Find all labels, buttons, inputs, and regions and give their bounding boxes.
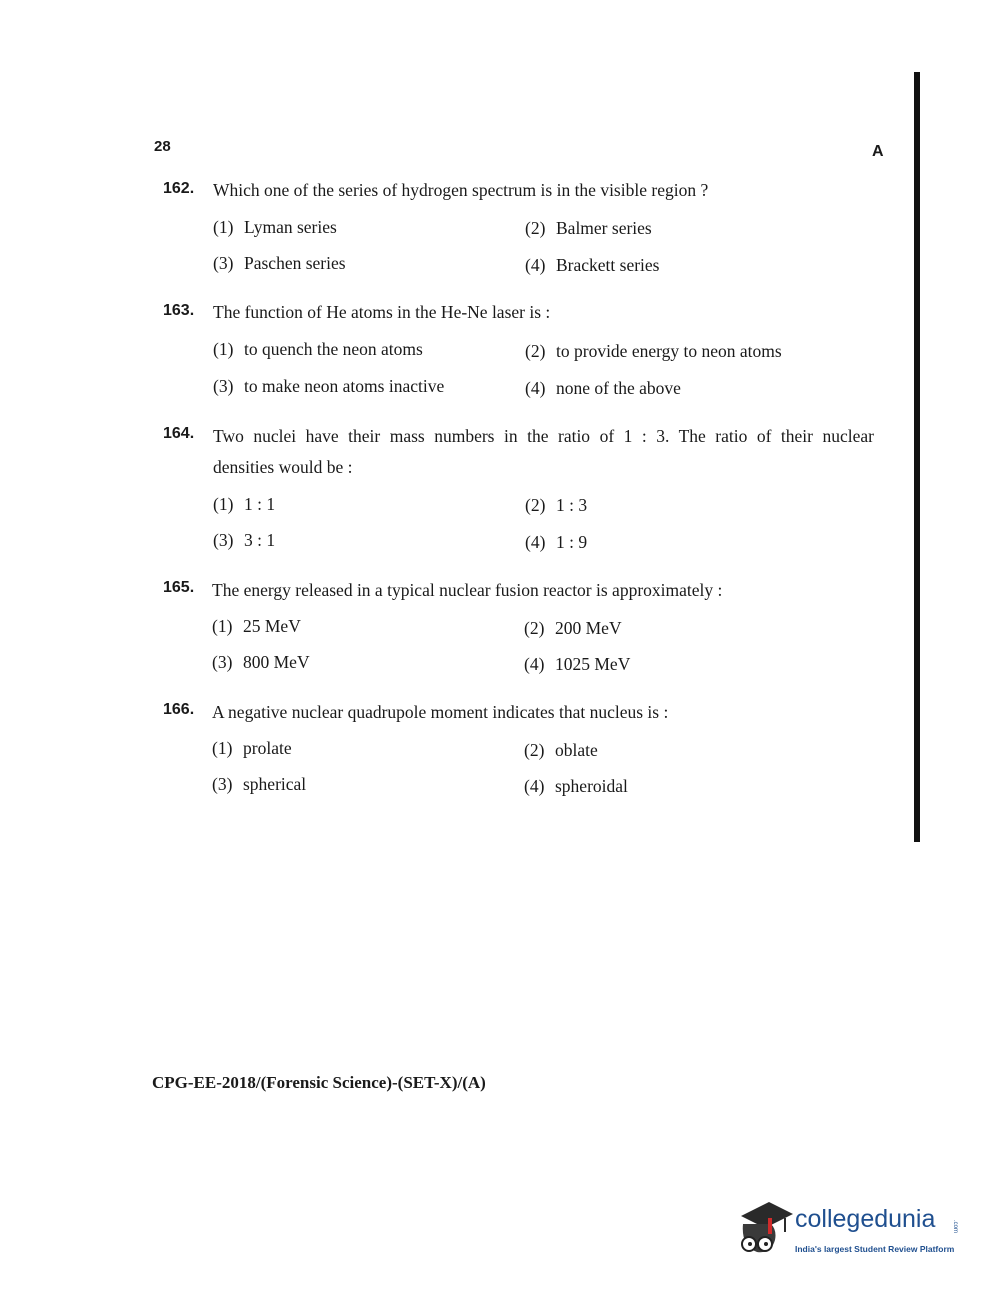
option-number: (3) (213, 376, 234, 396)
option-164-1 (213, 494, 275, 515)
option-text: 1 : 9 (556, 532, 588, 552)
option-number: (2) (525, 341, 546, 361)
option-162-4 (525, 255, 660, 276)
option-163-4 (525, 378, 681, 399)
question-number-164: 164. (163, 425, 195, 442)
option-162-2 (525, 218, 652, 239)
option-text: 3 : 1 (244, 530, 276, 550)
option-text: to quench the neon atoms (244, 339, 423, 359)
option-text: 1 : 1 (244, 494, 276, 514)
option-number: (1) (213, 494, 234, 514)
page-number: 28 (154, 138, 171, 155)
option-number: (4) (525, 255, 546, 275)
option-text: to make neon atoms inactive (244, 376, 445, 396)
question-number-166: 166. (163, 701, 195, 718)
option-163-3 (213, 376, 444, 397)
option-number: (4) (524, 776, 545, 796)
option-text: prolate (243, 738, 292, 758)
option-text: Balmer series (556, 218, 652, 238)
scan-margin-bar (914, 72, 920, 842)
option-165-1 (212, 616, 301, 637)
option-number: (2) (524, 618, 545, 638)
option-text: 1025 MeV (555, 654, 631, 674)
option-text: spheroidal (555, 776, 628, 796)
option-text: Lyman series (244, 217, 337, 237)
mascot-icon (735, 1196, 795, 1262)
option-text: Brackett series (556, 255, 660, 275)
question-text-163: The function of He atoms in the He-Ne laser is : (213, 302, 551, 322)
option-166-3 (212, 774, 306, 795)
set-code: A (872, 143, 884, 160)
option-text: 25 MeV (243, 616, 301, 636)
option-text: to provide energy to neon atoms (556, 341, 782, 361)
question-text-162: Which one of the series of hydrogen spectrum is in the visible region ? (213, 180, 709, 200)
option-166-2 (524, 740, 598, 761)
option-166-1 (212, 738, 292, 759)
option-text: oblate (555, 740, 598, 760)
question-number-165: 165. (163, 579, 195, 596)
paper-code-footer: CPG-EE-2018/(Forensic Science)-(SET-X)/(A) (152, 1073, 486, 1092)
question-text-165: The energy released in a typical nuclear fusion reactor is approximately : (212, 580, 723, 600)
brand-tagline: India's largest Student Review Platform (795, 1244, 955, 1254)
option-165-3 (212, 652, 310, 673)
question-text-166: A negative nuclear quadrupole moment indicates that nucleus is : (212, 702, 669, 722)
option-162-1 (213, 217, 337, 238)
option-number: (1) (212, 616, 233, 636)
option-number: (1) (212, 738, 233, 758)
brand-name: collegedunia (795, 1205, 936, 1233)
option-number: (2) (525, 495, 546, 515)
option-text: 1 : 3 (556, 495, 588, 515)
option-164-3 (213, 530, 275, 551)
option-number: (4) (525, 378, 546, 398)
option-text: Paschen series (244, 253, 346, 273)
option-text: spherical (243, 774, 307, 794)
option-number: (4) (524, 654, 545, 674)
option-165-4 (524, 654, 630, 675)
brand-suffix: .com (952, 1220, 958, 1234)
option-number: (2) (524, 740, 545, 760)
option-number: (1) (213, 339, 234, 359)
option-text: 800 MeV (243, 652, 310, 672)
option-number: (3) (212, 652, 233, 672)
option-163-1 (213, 339, 423, 360)
option-number: (4) (525, 532, 546, 552)
option-number: (1) (213, 217, 234, 237)
option-text: none of the above (556, 378, 681, 398)
question-text-164-line2: densities would be : (213, 457, 353, 477)
option-number: (3) (213, 530, 234, 550)
option-number: (3) (213, 253, 234, 273)
option-165-2 (524, 618, 622, 639)
option-166-4 (524, 776, 628, 797)
option-number: (2) (525, 218, 546, 238)
question-text-164: Two nuclei have their mass numbers in the ratio of 1 : 3. The ratio of their nuclear (213, 426, 874, 446)
question-number-163: 163. (163, 302, 195, 319)
option-163-2 (525, 341, 782, 362)
option-text: 200 MeV (555, 618, 622, 638)
option-164-4 (525, 532, 587, 553)
option-162-3 (213, 253, 346, 274)
option-number: (3) (212, 774, 233, 794)
option-164-2 (525, 495, 587, 516)
question-number-162: 162. (163, 180, 195, 197)
